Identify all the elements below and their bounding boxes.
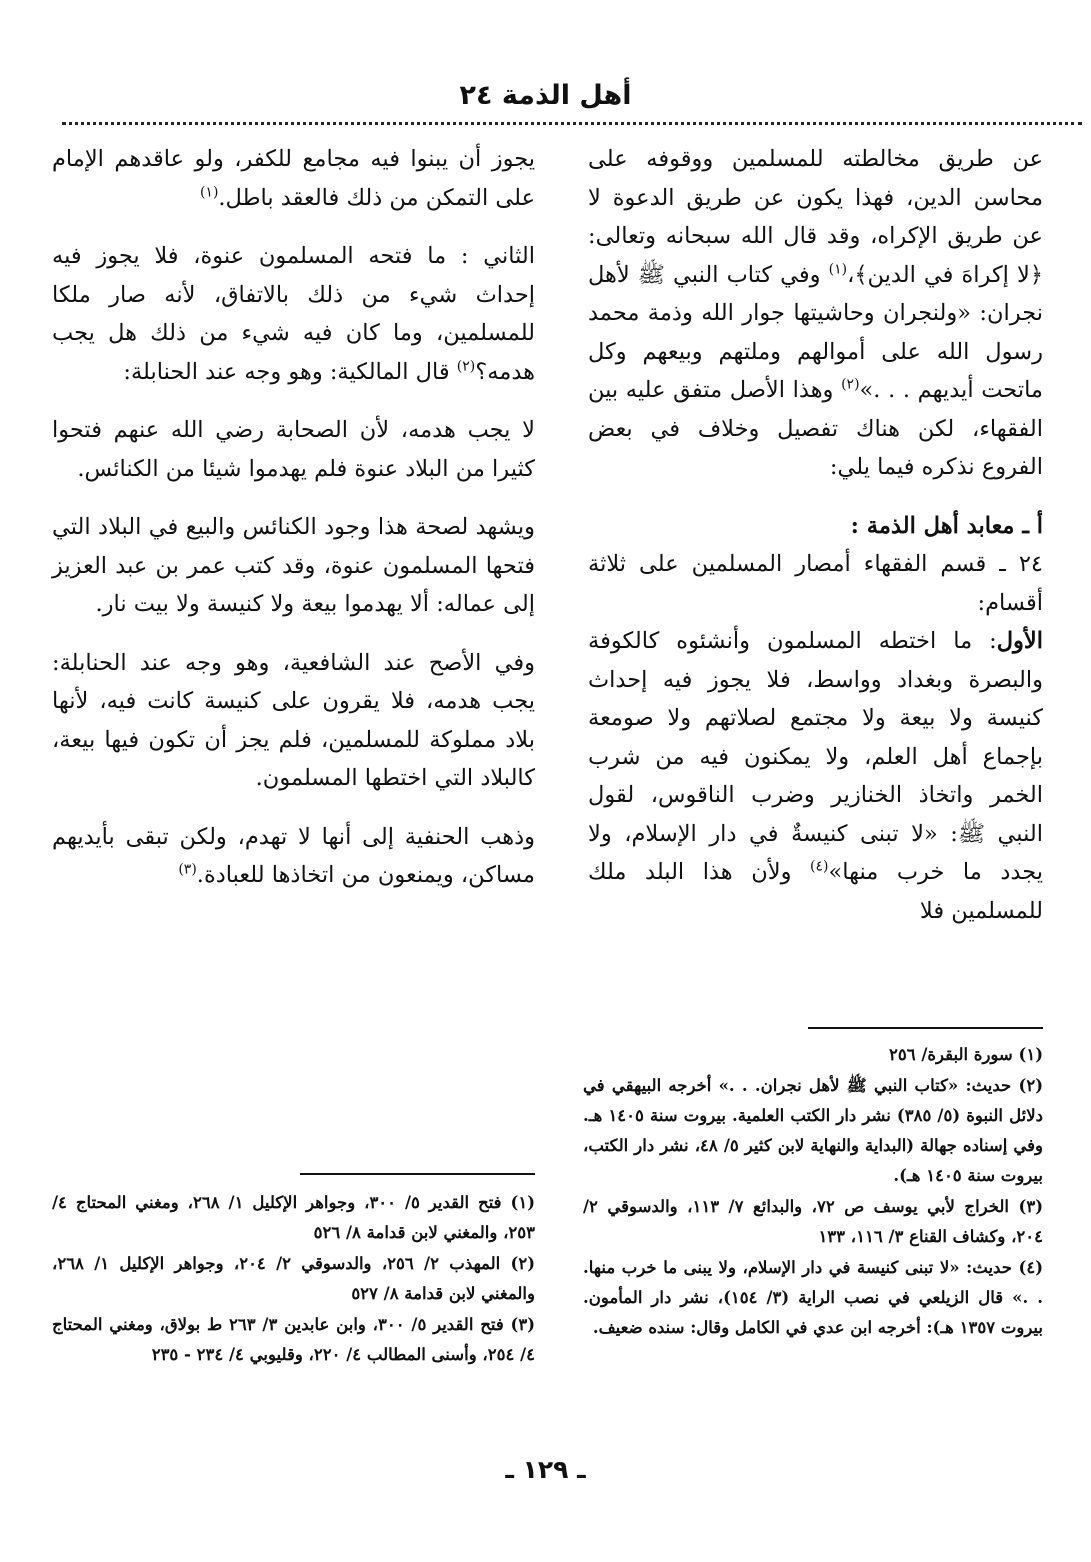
footnote-item: (٢) حديث: «كتاب النبي ﷺ لأهل نجران. . .» أخرجه البيهقي في دلائل النبوة (٥/ ٣٨٥) نشر دار الكتب العلمية. بيروت سنة ١٤٠٥ هـ. وفي إسناده جهالة (البداية والنهاية لابن كثير ٥/ ٤٨، نشر دار الكتب، بيروت سنة ١٤٠٥ هـ). xyxy=(583,1076,1043,1185)
left-paragraph-1: يجوز أن يبنوا فيه مجامع للكفر، ولو عاقدهم الإمام على التمكن من ذلك فالعقد باطل.$^{(١)}$ xyxy=(52,146,535,211)
footnote-item: (٣) الخراج لأبي يوسف ص ٧٢، والبدائع ٧/ ١١٣، والدسوقي ٢/ ٢٠٤، وكشاف القناع ٣/ ١١٦، ١٣٣ xyxy=(583,1197,1044,1246)
footnote-item: (١) فتح القدير ٥/ ٣٠٠، وجواهر الإكليل ١/ ٢٦٨، ومغني المحتاج ٤/ ٢٥٣، والمغني لابن قدامة ٨/ ٥٢٦ xyxy=(52,1193,536,1242)
footnote-item: (٣) فتح القدير ٥/ ٣٠٠، وابن عابدين ٣/ ٢٦٣ ط بولاق، ومغني المحتاج ٤/ ٢٥٤، وأسنى المطالب ٤/ ٢٢٠، وقليوبي ٤/ ٢٣٤ - ٢٣٥ xyxy=(52,1315,536,1364)
footnote-divider-right xyxy=(808,1027,1043,1029)
right-column xyxy=(588,140,1043,950)
footnotes-right xyxy=(583,1040,1043,1344)
left-paragraph-6: وذهب الحنفية إلى أنها لا تهدم، ولكن تبقى بأيديهم مساكن، ويمنعون من اتخاذها للعبادة.$^{(٣)}$ xyxy=(52,823,535,888)
footnote-ref: (١) xyxy=(199,184,219,200)
page-header-title: أهل الذمة ٢٤ xyxy=(459,80,632,111)
footnote-ref: (٤) xyxy=(810,858,829,875)
footnote-item: (٢) المهذب ٢/ ٢٥٦، والدسوقي ٢/ ٢٠٤، وجواهر الإكليل ١/ ٢٦٨، والمغني لابن قدامة ٨/ ٥٢٧ xyxy=(52,1254,535,1303)
left-paragraph-5: وفي الأصح عند الشافعية، وهو وجه عند الحنابلة: يجب هدمه، فلا يقرون على كنيسة كانت فيه، لأنها بلاد مملوكة للمسلمين، فلم يجز أن تكون فيها بيعة، كالبلاد التي اختطها المسلمون. xyxy=(52,649,535,791)
left-paragraph-3: لا يجب هدمه، لأن الصحابة رضي الله عنهم فتحوا كثيرا من البلاد عنوة فلم يهدموا شيئا من الكنائس. xyxy=(52,417,535,482)
header-dotted-rule xyxy=(62,122,1082,125)
right-paragraph-2: ٢٤ ـ قسم الفقهاء أمصار المسلمين على ثلاثة أقسام: xyxy=(588,551,1043,616)
left-column xyxy=(52,140,535,915)
section-heading: أ ـ معابد أهل الذمة : xyxy=(850,512,1043,539)
footnote-divider-left xyxy=(300,1173,535,1175)
right-paragraph-3: الأول: ما اختطه المسلمون وأنشئوه كالكوفة والبصرة وبغداد وواسط، فلا يجوز فيه إحداث كنيسة ولا بيعة ولا مجتمع لصلاتهم ولا صومعة بإجماع أهل العلم، ولا يمكنون فيه من شرب الخمر واتخاذ الخنازير وضرب الناقوس، لقول النبي ﷺ: «لا تبنى كنيسةٌ في دار الإسلام، ولا يجدد ما خرب منها»$^{(٤)}$ ولأن هذا البلد ملك للمسلمين فلا xyxy=(588,628,1043,924)
left-paragraph-2: الثاني : ما فتحه المسلمون عنوة، فلا يجوز فيه إحداث شيء من ذلك بالاتفاق، لأنه صار ملكا للمسلمين، وما كان فيه شيء من ذلك هل يجب هدمه؟$^{(٢)}$ قال المالكية: وهو وجه عند الحنابلة: xyxy=(52,243,535,385)
paragraph-lead: الأول xyxy=(996,628,1043,654)
left-paragraph-4: ويشهد لصحة هذا وجود الكنائس والبيع في البلاد التي فتحها المسلمون عنوة، وقد كتب عمر بن عبد العزيز إلى عماله: ألا يهدموا بيعة ولا كنيسة ولا بيت نار. xyxy=(52,514,535,617)
footnote-item: (١) سورة البقرة/ ٢٥٦ xyxy=(889,1045,1043,1064)
footnotes-left xyxy=(52,1188,535,1371)
footnote-ref: (٢) xyxy=(841,376,860,393)
page-number: ـ ١٢٩ ـ xyxy=(505,1455,586,1484)
right-paragraph-1: عن طريق مخالطته للمسلمين ووقوفه على محاسن الدين، فهذا يكون عن طريق الدعوة لا عن طريق الإكراه، وقد قال الله سبحانه وتعالى: ﴿لا إكراهَ في الدين﴾،$^{(١)}$ وفي كتاب النبي ﷺ لأهل نجران: «ولنجران وحاشيتها جوار الله وذمة محمد رسول الله على أموالهم وملتهم وبيعهم وكل ماتحت أيديهم . . .»$^{(٢)}$ وهذا الأصل متفق عليه بين الفقهاء، لكن هناك تفصيل وخلاف في بعض الفروع نذكره فيما يلي: xyxy=(588,146,1043,480)
footnote-ref: (٣) xyxy=(178,861,197,878)
footnote-ref: (٢) xyxy=(456,358,476,374)
footnote-item: (٤) حديث: «لا تبنى كنيسة في دار الإسلام، ولا يبنى ما خرب منها. . .» قال الزيلعي في نصب الراية (٣/ ١٥٤)، نشر دار المأمون. بيروت ١٣٥٧ هـ): أخرجه ابن عدي في الكامل وقال: سنده ضعيف. xyxy=(583,1258,1043,1337)
footnote-ref: (١) xyxy=(828,261,848,277)
